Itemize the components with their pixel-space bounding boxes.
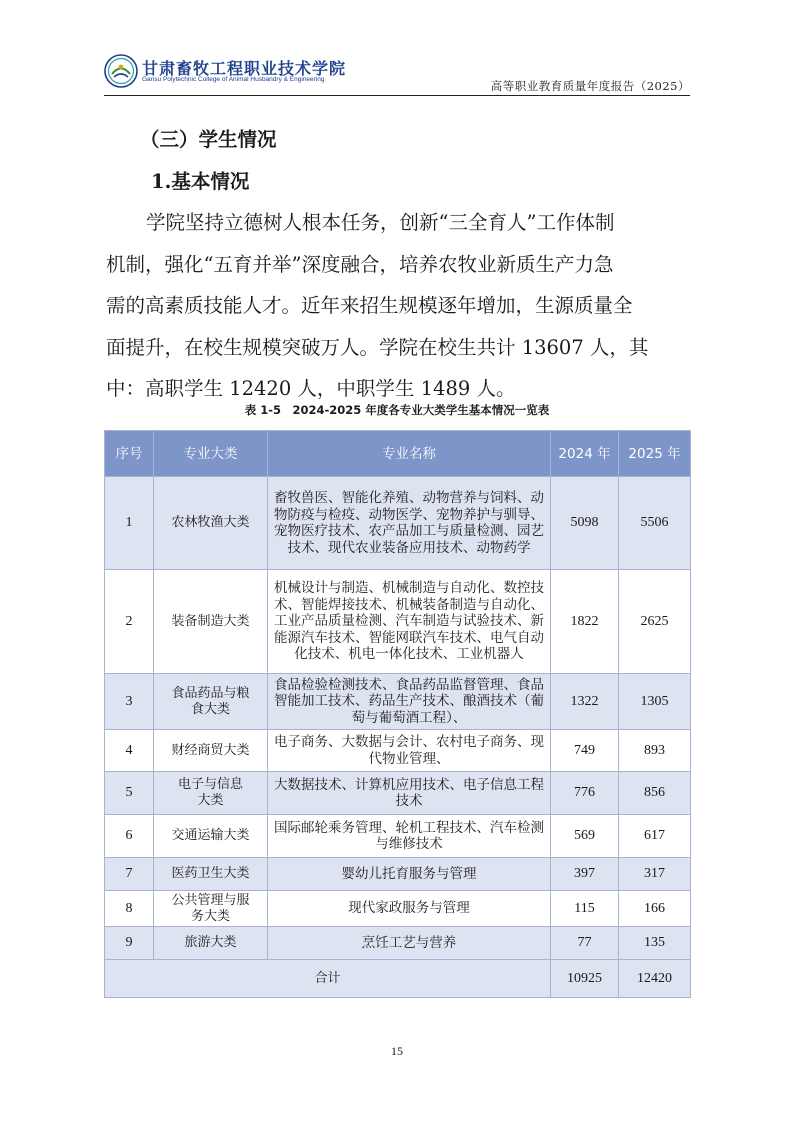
column-header-2024: 2024 年 — [551, 431, 619, 477]
row-program-names: 烹饪工艺与营养 — [268, 927, 551, 960]
paragraph-line: 中：高职学生 12420 人，中职学生 1489 人。 — [106, 377, 516, 401]
table-row — [105, 772, 691, 815]
row-value-2024: 397 — [551, 858, 619, 891]
row-program-names: 食品检验检测技术、食品药品监督管理、食品智能加工技术、药品生产技术、酿酒技术（葡萄与葡萄酒工程）、 — [268, 674, 551, 730]
paragraph-line: 面提升，在校生规模突破万人。学院在校生共计 13607 人，其 — [106, 335, 649, 359]
table-row — [105, 477, 691, 570]
paragraph-line: 机制，强化“五育并举”深度融合，培养农牧业新质生产力急 — [106, 252, 614, 276]
school-logo-icon — [104, 54, 138, 88]
table-row — [105, 858, 691, 891]
row-program-names: 机械设计与制造、机械制造与自动化、数控技术、智能焊接技术、机械装备制造与自动化、工业产品质量检测、汽车制造与试验技术、新能源汽车技术、智能网联汽车技术、电气自动化技术、机电一体化技术、工业机器人 — [268, 570, 551, 674]
row-number: 6 — [105, 815, 154, 858]
row-category: 公共管理与服务大类 — [154, 891, 268, 927]
row-program-names: 大数据技术、计算机应用技术、电子信息工程技术 — [268, 772, 551, 815]
row-value-2025: 2625 — [619, 570, 691, 674]
row-category: 食品药品与粮食大类 — [154, 674, 268, 730]
page-number: 15 — [391, 1044, 403, 1058]
column-header-no: 序号 — [105, 431, 154, 477]
row-program-names: 电子商务、大数据与会计、农村电子商务、现代物业管理、 — [268, 730, 551, 772]
column-header-category: 专业大类 — [154, 431, 268, 477]
row-number: 4 — [105, 730, 154, 772]
section-heading: （三）学生情况 — [140, 128, 277, 151]
row-number: 2 — [105, 570, 154, 674]
row-value-2025: 1305 — [619, 674, 691, 730]
row-value-2025: 893 — [619, 730, 691, 772]
row-number: 3 — [105, 674, 154, 730]
row-category: 农林牧渔大类 — [154, 477, 268, 570]
row-value-2025: 317 — [619, 858, 691, 891]
body-paragraph — [106, 202, 692, 410]
row-value-2024: 749 — [551, 730, 619, 772]
row-number: 5 — [105, 772, 154, 815]
row-value-2024: 77 — [551, 927, 619, 960]
report-title: 高等职业教育质量年度报告（2025） — [490, 79, 690, 93]
row-number: 1 — [105, 477, 154, 570]
header-divider — [104, 95, 690, 96]
row-value-2025: 5506 — [619, 477, 691, 570]
table-row — [105, 927, 691, 960]
row-value-2025: 856 — [619, 772, 691, 815]
table-row — [105, 570, 691, 674]
row-value-2024: 5098 — [551, 477, 619, 570]
row-category: 医药卫生大类 — [154, 858, 268, 891]
school-name-cn: 甘肃畜牧工程职业技术学院 — [142, 59, 347, 78]
row-value-2024: 776 — [551, 772, 619, 815]
paragraph-line: 需的高素质技能人才。近年来招生规模逐年增加，生源质量全 — [106, 294, 633, 318]
table-caption: 表 1-5 2024-2025 年度各专业大类学生基本情况一览表 — [244, 403, 550, 417]
total-label: 合计 — [105, 960, 551, 998]
row-number: 8 — [105, 891, 154, 927]
row-category: 装备制造大类 — [154, 570, 268, 674]
row-program-names: 婴幼儿托育服务与管理 — [268, 858, 551, 891]
row-category: 交通运输大类 — [154, 815, 268, 858]
table-row — [105, 815, 691, 858]
row-program-names: 现代家政服务与管理 — [268, 891, 551, 927]
row-value-2024: 569 — [551, 815, 619, 858]
row-value-2024: 1822 — [551, 570, 619, 674]
row-value-2024: 1322 — [551, 674, 619, 730]
row-number: 9 — [105, 927, 154, 960]
row-program-names: 国际邮轮乘务管理、轮机工程技术、汽车检测与维修技术 — [268, 815, 551, 858]
table-row — [105, 674, 691, 730]
row-value-2025: 166 — [619, 891, 691, 927]
row-category: 财经商贸大类 — [154, 730, 268, 772]
student-statistics-table — [104, 430, 691, 998]
row-value-2025: 617 — [619, 815, 691, 858]
total-value-2024: 10925 — [551, 960, 619, 998]
row-value-2025: 135 — [619, 927, 691, 960]
table-header-row — [105, 431, 691, 477]
row-program-names: 畜牧兽医、智能化养殖、动物营养与饲料、动物防疫与检疫、动物医学、宠物养护与驯导、宠物医疗技术、农产品加工与质量检测、园艺技术、现代农业装备应用技术、动物药学 — [268, 477, 551, 570]
table-row — [105, 730, 691, 772]
table-row — [105, 891, 691, 927]
row-number: 7 — [105, 858, 154, 891]
subsection-heading: 1.基本情况 — [151, 170, 250, 193]
row-category: 电子与信息大类 — [154, 772, 268, 815]
table-total-row — [105, 960, 691, 998]
row-category: 旅游大类 — [154, 927, 268, 960]
school-name-en: Gansu Polytechnic College of Animal Husbandry & Engineering — [142, 76, 325, 83]
column-header-2025: 2025 年 — [619, 431, 691, 477]
column-header-names: 专业名称 — [268, 431, 551, 477]
paragraph-line: 学院坚持立德树人根本任务，创新“三全育人”工作体制 — [146, 211, 615, 234]
page-header — [104, 48, 690, 98]
row-value-2024: 115 — [551, 891, 619, 927]
total-value-2025: 12420 — [619, 960, 691, 998]
